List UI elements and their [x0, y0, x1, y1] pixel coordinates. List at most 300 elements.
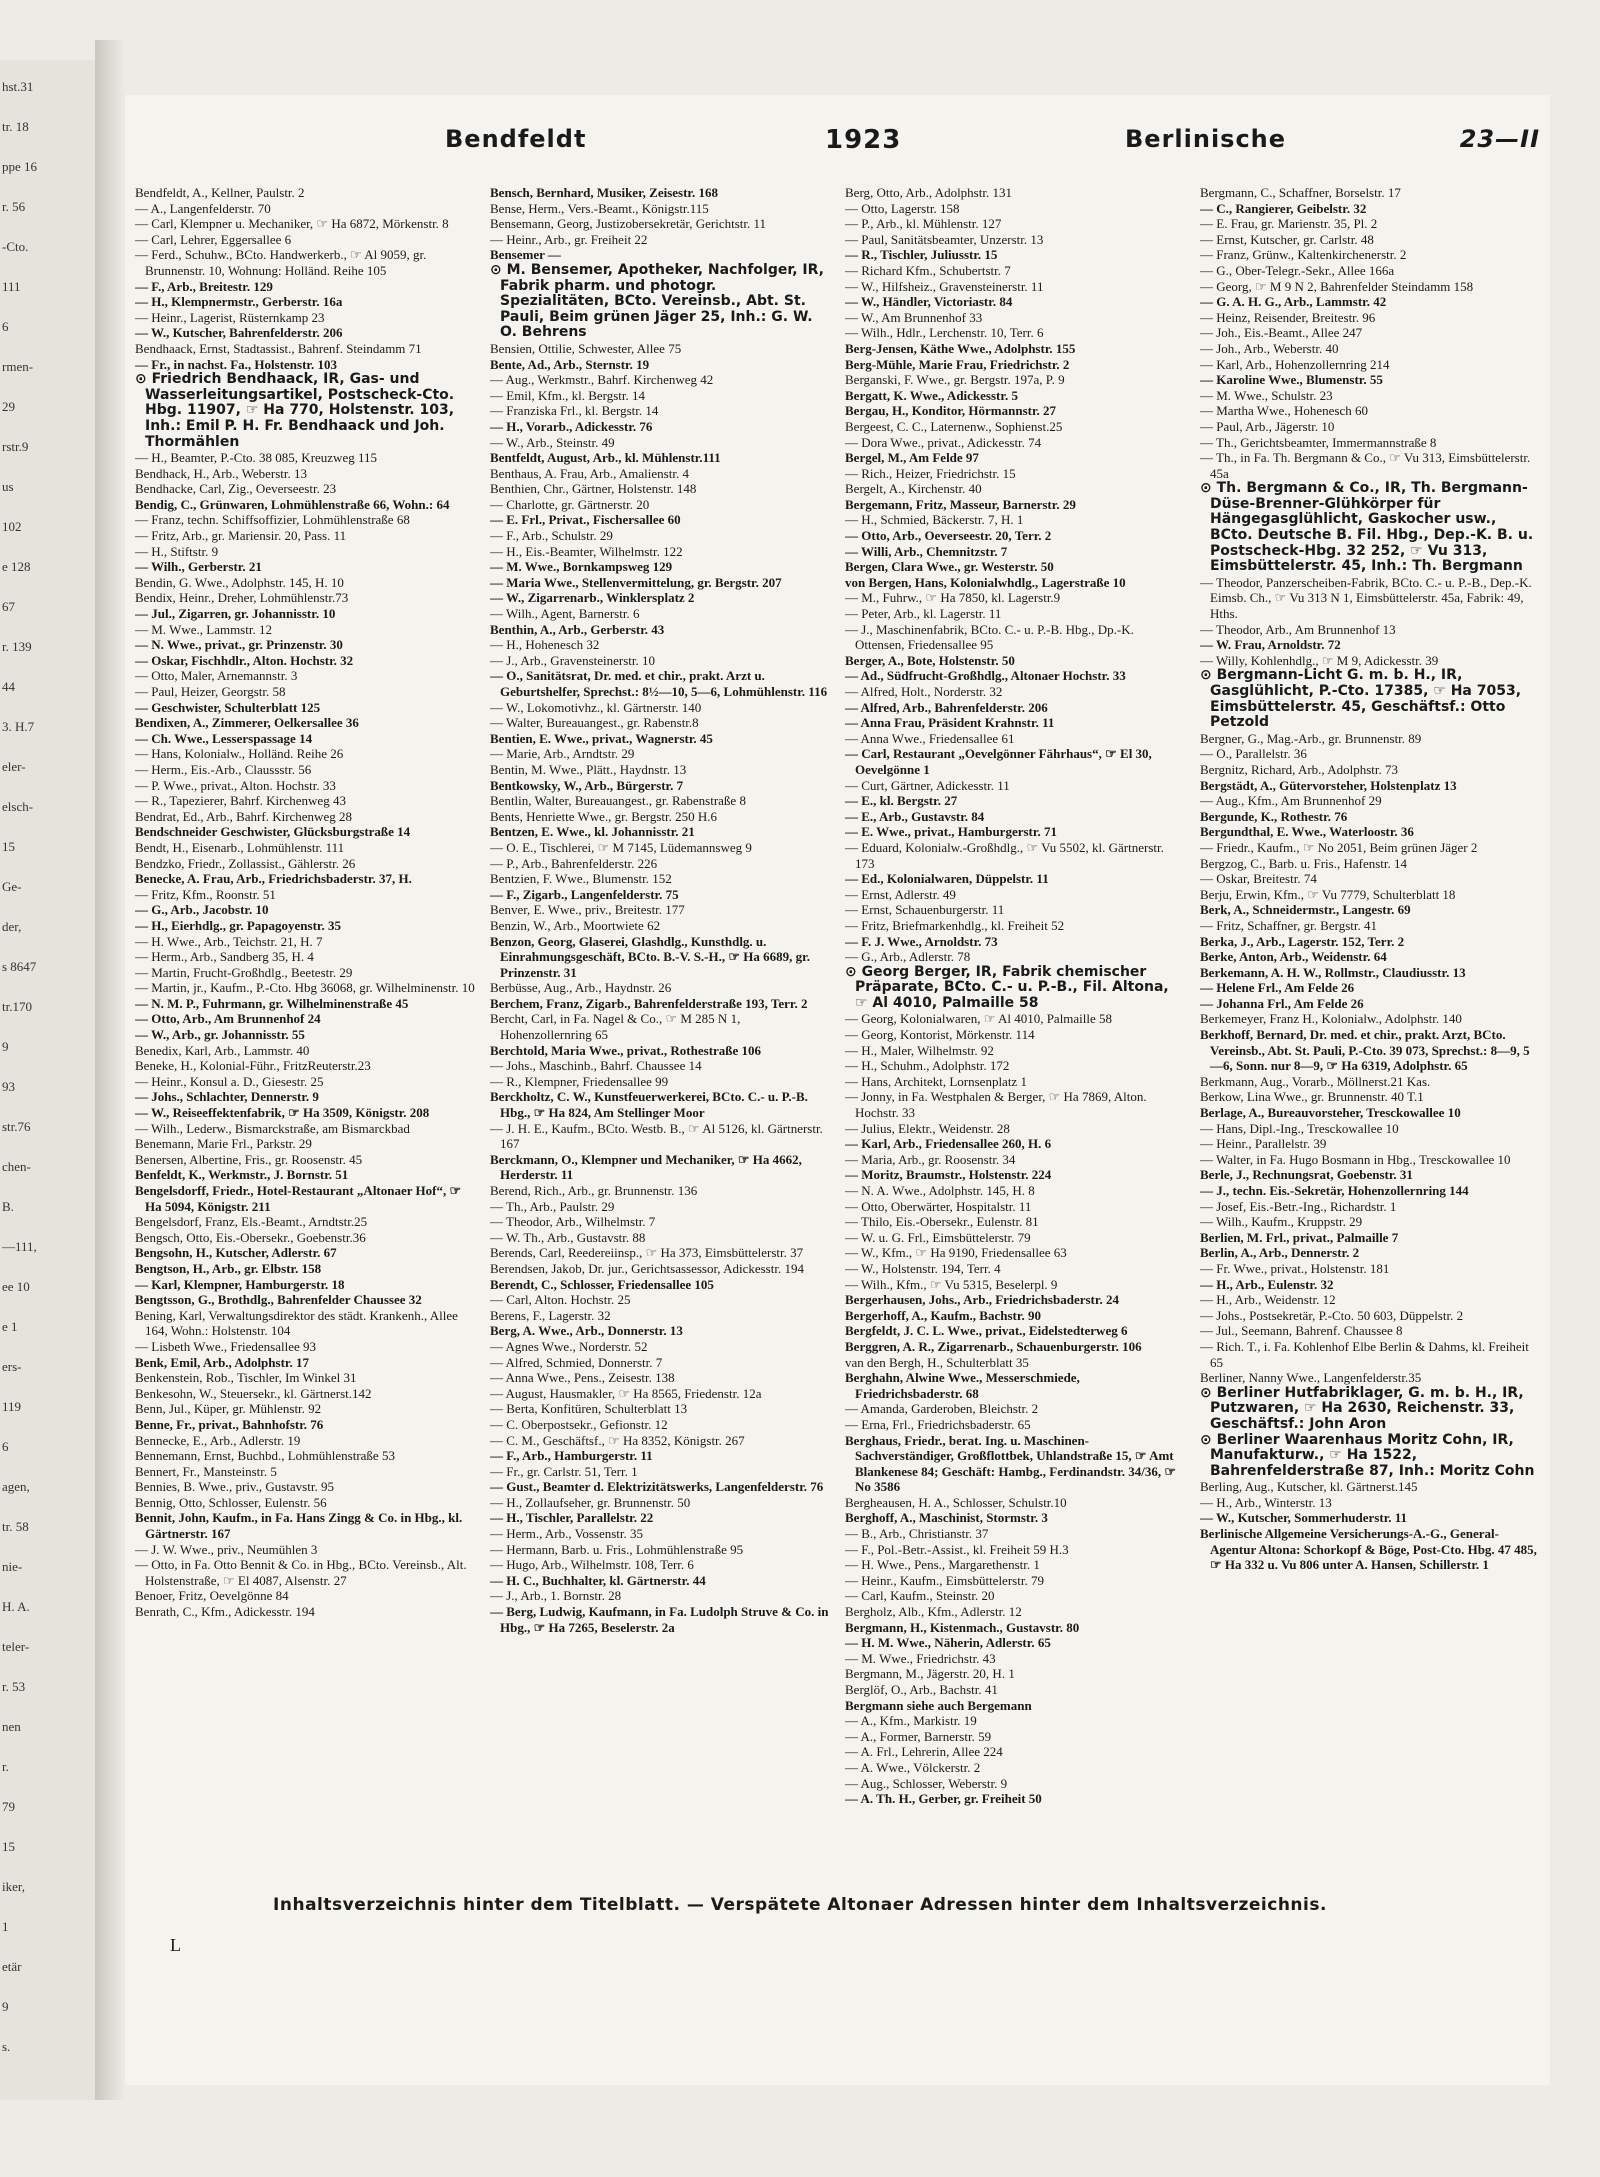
directory-entry: Benver, E. Wwe., priv., Breitestr. 177: [490, 902, 685, 918]
facing-page-fragment: hst.31: [2, 79, 34, 94]
directory-entry: Bergzog, C., Barb. u. Fris., Hafenstr. 14: [1200, 855, 1408, 871]
directory-entry: — E. Wwe., privat., Hamburgerstr. 71: [845, 824, 1057, 840]
directory-entry: — H., Tischler, Parallelstr. 22: [490, 1510, 654, 1526]
directory-entry: — Gust., Beamter d. Elektrizitätswerks, Langenfelderstr. 76: [490, 1479, 824, 1495]
directory-entry: Berka, J., Arb., Lagerstr. 152, Terr. 2: [1200, 933, 1405, 949]
directory-entry: — Ad., Südfrucht-Großhdlg., Altonaer Hochstr. 33: [845, 668, 1126, 684]
directory-entry: — H., Arb., Winterstr. 13: [1200, 1494, 1332, 1510]
directory-entry: Berg-Mühle, Marie Frau, Friedrichstr. 2: [845, 356, 1070, 372]
directory-entry: — Amanda, Garderoben, Bleichstr. 2: [845, 1401, 1039, 1417]
directory-entry: Berend, Rich., Arb., gr. Brunnenstr. 136: [490, 1183, 698, 1198]
directory-entry: — R., Klempner, Friedensallee 99: [490, 1073, 669, 1089]
facing-page-fragment: etär: [2, 1959, 22, 1974]
directory-entry: Beneke, H., Kolonial-Führ., FritzReuterstr.23: [135, 1058, 371, 1074]
directory-entry: Benzin, W., Arb., Moortwiete 62: [490, 917, 661, 933]
directory-entry: — H. M. Wwe., Näherin, Adlerstr. 65: [845, 1635, 1051, 1651]
directory-entry: — Th., in Fa. Th. Bergmann & Co., ☞ Vu 313, Eimsbüttelerstr. 45a: [1200, 450, 1531, 481]
directory-entry: Bendrat, Ed., Arb., Bahrf. Kirchenweg 28: [135, 808, 352, 824]
directory-entry: Berke, Anton, Arb., Weidenstr. 64: [1200, 949, 1387, 965]
directory-entry: — H. Wwe., Pens., Margarethenstr. 1: [845, 1557, 1040, 1573]
directory-entry: ⊙ Georg Berger, IR, Fabrik chemischer Präparate, BCto. C.- u. P.-B., Fil. Altona, ☞ Al 4010, Palmaille 58: [845, 963, 1169, 1011]
directory-entry: — H., Stiftstr. 9: [135, 543, 219, 559]
directory-entry: — Aug., Werkmstr., Bahrf. Kirchenweg 42: [490, 372, 714, 388]
directory-entry: — Carl, Lehrer, Eggersallee 6: [135, 231, 292, 247]
directory-entry: Benthin, A., Arb., Gerberstr. 43: [490, 621, 665, 637]
facing-page-fragment: eler-: [2, 759, 26, 774]
directory-entry: Bendfeldt, A., Kellner, Paulstr. 2: [135, 185, 305, 200]
directory-entry: — N. Wwe., privat., gr. Prinzenstr. 30: [135, 637, 343, 653]
directory-entry: — H. Wwe., Arb., Teichstr. 21, H. 7: [135, 933, 323, 949]
directory-entry: — Fr. Wwe., privat., Holstenstr. 181: [1200, 1260, 1390, 1276]
directory-entry: Berchtold, Maria Wwe., privat., Rothestraße 106: [490, 1042, 762, 1058]
directory-entry: — H., Zollaufseher, gr. Brunnenstr. 50: [490, 1494, 691, 1510]
directory-entry: — A., Former, Barnerstr. 59: [845, 1728, 992, 1744]
directory-entry: Bensemann, Georg, Justizobersekretär, Gerichtstr. 11: [490, 216, 767, 232]
directory-entry: Bengtsson, G., Brothdlg., Bahrenfelder Chaussee 32: [135, 1292, 422, 1308]
directory-entry: — H., Maler, Wilhelmstr. 92: [845, 1042, 994, 1058]
directory-entry: — Jul., Zigarren, gr. Johannisstr. 10: [135, 606, 336, 622]
directory-entry: Bennit, John, Kaufm., in Fa. Hans Zingg & Co. in Hbg., kl. Gärtnerstr. 167: [135, 1510, 463, 1542]
directory-entry: van den Bergh, H., Schulterblatt 35: [845, 1354, 1029, 1370]
directory-entry: — Johs., Postsekretär, P.-Cto. 50 603, Düppelstr. 2: [1200, 1307, 1464, 1323]
directory-entry: — Theodor, Arb., Am Brunnenhof 13: [1200, 621, 1396, 637]
directory-entry: — H., Hohenesch 32: [490, 637, 600, 653]
directory-entry: — B., Arb., Christianstr. 37: [845, 1526, 989, 1542]
directory-entry: Benne, Fr., privat., Bahnhofstr. 76: [135, 1416, 324, 1432]
facing-page-fragment: tr. 58: [2, 1519, 29, 1534]
header-left-keyword: Bendfeldt: [445, 125, 587, 153]
directory-entry: — Julius, Elektr., Weidenstr. 28: [845, 1120, 1010, 1136]
directory-entry: Berliner, Nanny Wwe., Langenfelderstr.35: [1200, 1370, 1422, 1386]
directory-entry: von Bergen, Hans, Kolonialwhdlg., Lagerstraße 10: [845, 574, 1126, 590]
directory-entry: Berg-Jensen, Käthe Wwe., Adolphstr. 155: [845, 340, 1076, 356]
directory-entry: — Heinr., Lagerist, Rüsternkamp 23: [135, 309, 325, 325]
page-number: 23—II: [1459, 125, 1540, 153]
facing-page-fragment: 9: [2, 1999, 9, 2014]
directory-entry: — H., Arb., Eulenstr. 32: [1200, 1276, 1334, 1292]
directory-entry: Bentfeldt, August, Arb., kl. Mühlenstr.111: [490, 450, 721, 466]
directory-entry: — F., Pol.-Betr.-Assist., kl. Freiheit 59 H.3: [845, 1541, 1069, 1557]
directory-entry: — H., Vorarb., Adickesstr. 76: [490, 418, 653, 434]
facing-page-fragment: 15: [2, 1839, 15, 1854]
directory-entry: — Thilo, Eis.-Obersekr., Eulenstr. 81: [845, 1214, 1039, 1230]
directory-entry: — Ernst, Adlerstr. 49: [845, 886, 956, 902]
directory-entry: — O. E., Tischlerei, ☞ M 7145, Lüdemannsweg 9: [490, 839, 752, 855]
directory-entry: Benoer, Fritz, Oevelgönne 84: [135, 1588, 289, 1604]
facing-page-fragment: elsch-: [2, 799, 34, 814]
corner-mark: L: [170, 1935, 181, 1955]
directory-entry: — Franz, Grünw., Kaltenkirchenerstr. 2: [1200, 247, 1407, 263]
directory-entry: Bengsohn, H., Kutscher, Adlerstr. 67: [135, 1245, 337, 1261]
directory-entry: — W., Kfm., ☞ Ha 9190, Friedensallee 63: [845, 1245, 1067, 1261]
directory-entry: Bentien, E. Wwe., privat., Wagnerstr. 45: [490, 730, 713, 746]
directory-entry: — Paul, Arb., Jägerstr. 10: [1200, 418, 1335, 434]
directory-entry: Berbüsse, Aug., Arb., Haydnstr. 26: [490, 980, 672, 996]
directory-entry: — Willy, Kohlenhdlg., ☞ M 9, Adickesstr. 39: [1200, 652, 1439, 668]
directory-entry: — Rich. T., i. Fa. Kohlenhof Elbe Berlin & Dahms, kl. Freiheit 65: [1200, 1338, 1529, 1370]
directory-entry: — W., Arb., gr. Johannisstr. 55: [135, 1027, 305, 1043]
directory-entry: Bensien, Ottilie, Schwester, Allee 75: [490, 340, 682, 356]
facing-page-fragment: chen-: [2, 1159, 31, 1174]
directory-entry: — Joh., Arb., Weberstr. 40: [1200, 340, 1339, 356]
facing-page-fragment: 15: [2, 839, 15, 854]
directory-entry: — Ed., Kolonialwaren, Düppelstr. 11: [845, 871, 1049, 887]
directory-entry: Bendhack, H., Arb., Weberstr. 13: [135, 465, 308, 481]
directory-entry: — W. Frau, Arnoldstr. 72: [1200, 637, 1341, 653]
facing-page-fragment: agen,: [2, 1479, 30, 1494]
facing-page-strip: [0, 60, 97, 2100]
directory-entry: — Moritz, Braumstr., Holstenstr. 224: [845, 1167, 1052, 1183]
directory-entry: — H., Beamter, P.-Cto. 38 085, Kreuzweg 115: [135, 450, 377, 466]
directory-entry: — Marie, Arb., Arndtstr. 29: [490, 746, 635, 762]
facing-page-fragment: teler-: [2, 1639, 30, 1654]
directory-entry: — Hermann, Barb. u. Fris., Lohmühlenstraße 95: [490, 1541, 744, 1557]
directory-entry: — Karl, Arb., Hohenzollernring 214: [1200, 356, 1390, 372]
directory-entry: — G., Ober-Telegr.-Sekr., Allee 166a: [1200, 262, 1395, 278]
directory-entry: — Alfred, Holt., Norderstr. 32: [845, 684, 1003, 699]
directory-entry: — R., Tapezierer, Bahrf. Kirchenweg 43: [135, 793, 346, 809]
directory-entry: — M. Wwe., Lammstr. 12: [135, 621, 272, 637]
directory-entry: — W., Zigarrenarb., Winklersplatz 2: [490, 590, 695, 606]
directory-entry: — Lisbeth Wwe., Friedensallee 93: [135, 1338, 316, 1354]
directory-entry: — Paul, Sanitätsbeamter, Unzerstr. 13: [845, 231, 1044, 247]
directory-entry: Bensemer —: [490, 247, 561, 263]
directory-entry: Bergmann siehe auch Bergemann: [845, 1697, 1032, 1713]
directory-entry: — Hans, Dipl.-Ing., Tresckowallee 10: [1200, 1120, 1399, 1136]
facing-page-fragment: H. A.: [2, 1599, 30, 1614]
directory-entry: — E., kl. Bergstr. 27: [845, 793, 958, 809]
directory-entry: Benthien, Chr., Gärtner, Holstenstr. 148: [490, 481, 697, 497]
directory-entry: — J., Arb., Gravensteinerstr. 10: [490, 652, 656, 668]
directory-entry: Bergau, H., Konditor, Hörmannstr. 27: [845, 403, 1057, 419]
directory-entry: Bergner, G., Mag.-Arb., gr. Brunnenstr. 89: [1200, 730, 1422, 746]
facing-page-fragment: nie-: [2, 1559, 23, 1574]
directory-entry: — Berg, Ludwig, Kaufmann, in Fa. Ludolph Struve & Co. in Hbg., ☞ Ha 7265, Beselerstr. 2a: [490, 1604, 829, 1635]
directory-entry: — Alfred, Arb., Bahrenfelderstr. 206: [845, 699, 1048, 715]
directory-entry: — W., Reiseeffektenfabrik, ☞ Ha 3509, Königstr. 208: [135, 1105, 430, 1121]
facing-page-fragment: tr.170: [2, 999, 32, 1014]
directory-entry: — Theodor, Arb., Wilhelmstr. 7: [490, 1214, 656, 1230]
directory-entry: Bergen, Clara Wwe., gr. Westerstr. 50: [845, 559, 1054, 575]
directory-entry: — C. M., Geschäftsf., ☞ Ha 8352, Königstr. 267: [490, 1432, 745, 1448]
directory-entry: — A. Wwe., Völckerstr. 2: [845, 1759, 981, 1775]
directory-entry: — Aug., Schlosser, Weberstr. 9: [845, 1775, 1008, 1791]
directory-entry: Berends, Carl, Reedereiinsp., ☞ Ha 373, Eimsbüttelerstr. 37: [490, 1245, 804, 1261]
directory-entry: Berghaus, Friedr., berat. Ing. u. Maschinen-Sachverständiger, Großflottbek, Uhlandstraße 15, ☞ Amt Blankenese 84; Geschäft: Hambg., Ferdinandstr. 34/36, ☞ No 3586: [845, 1432, 1177, 1495]
directory-entry: Benedix, Karl, Arb., Lammstr. 40: [135, 1042, 310, 1058]
directory-entry: — H., Schmied, Bäckerstr. 7, H. 1: [845, 512, 1024, 528]
directory-entry: — Wilh., Hdlr., Lerchenstr. 10, Terr. 6: [845, 325, 1044, 341]
directory-entry: Bense, Herm., Vers.-Beamt., Königstr.115: [490, 200, 709, 216]
directory-entry: — Wilh., Gerberstr. 21: [135, 559, 262, 575]
directory-entry: — Ch. Wwe., Lesserspassage 14: [135, 730, 313, 746]
directory-entry: Bendig, C., Grünwaren, Lohmühlenstraße 66, Wohn.: 64: [135, 496, 450, 512]
facing-page-fragment: ppe 16: [2, 159, 38, 174]
directory-entry: — Heinr., Konsul a. D., Giesestr. 25: [135, 1073, 324, 1089]
facing-page-fragment: -Cto.: [2, 239, 29, 254]
directory-entry: — Charlotte, gr. Gärtnerstr. 20: [490, 496, 650, 512]
directory-entry: — W., Kutscher, Bahrenfelderstr. 206: [135, 325, 343, 341]
facing-page-fragment: 102: [2, 519, 22, 534]
directory-entry: — P., Arb., kl. Mühlenstr. 127: [845, 216, 1002, 232]
directory-entry: — W., Kutscher, Sommerhuderstr. 11: [1200, 1510, 1408, 1526]
directory-entry: Benk, Emil, Arb., Adolphstr. 17: [135, 1354, 309, 1370]
directory-entry: Bendhacke, Carl, Zig., Oeverseestr. 23: [135, 481, 337, 497]
directory-entry: ⊙ Berliner Waarenhaus Moritz Cohn, IR, Manufakturw., ☞ Ha 1522, Bahrenfelderstraße 87, Inh.: Moritz Cohn: [1200, 1431, 1535, 1479]
directory-entry: Berkemann, A. H. W., Rollmstr., Claudiusstr. 13: [1200, 964, 1466, 980]
directory-entry: Berg, A. Wwe., Arb., Donnerstr. 13: [490, 1323, 683, 1339]
page-footer-note: Inhaltsverzeichnis hinter dem Titelblatt. — Verspätete Altonaer Adressen hinter dem Inhaltsverzeichnis.: [273, 1895, 1327, 1915]
directory-entry: Bendin, G. Wwe., Adolphstr. 145, H. 10: [135, 574, 344, 590]
directory-entry: — Aug., Kfm., Am Brunnenhof 29: [1200, 793, 1382, 809]
directory-entry: — Heinz, Reisender, Breitestr. 96: [1200, 309, 1376, 325]
directory-entry: — Rich., Heizer, Friedrichstr. 15: [845, 465, 1016, 481]
directory-entry: — Anna Wwe., Friedensallee 61: [845, 730, 1015, 746]
facing-page-fragment: r.: [2, 1759, 9, 1774]
directory-entry: — Wilh., Agent, Barnerstr. 6: [490, 606, 640, 622]
directory-entry: — Emil, Kfm., kl. Bergstr. 14: [490, 387, 646, 403]
facing-page-fragment: der,: [2, 919, 22, 934]
directory-entry: — August, Hausmakler, ☞ Ha 8565, Friedenstr. 12a: [490, 1385, 762, 1401]
directory-entry: ⊙ Bergmann-Licht G. m. b. H., IR, Gasglühlicht, P.-Cto. 17385, ☞ Ha 7053, Eimsbüttelerstr. 45, Geschäftsf.: Otto Petzold: [1200, 667, 1522, 731]
directory-entry: — Paul, Heizer, Georgstr. 58: [135, 684, 286, 699]
directory-entry: — H., Schuhm., Adolphstr. 172: [845, 1058, 1010, 1074]
directory-entry: — Maria Wwe., Stellenvermittelung, gr. Bergstr. 207: [490, 574, 782, 590]
directory-entry: — Herm., Arb., Sandberg 35, H. 4: [135, 949, 314, 965]
directory-entry: — Otto, Lagerstr. 158: [845, 200, 960, 216]
directory-entry: — P., Arb., Bahrenfelderstr. 226: [490, 855, 658, 871]
directory-entry: Bents, Henriette Wwe., gr. Bergstr. 250 H.6: [490, 808, 717, 824]
facing-page-fragment: 29: [2, 399, 15, 414]
directory-entry: Berggren, A. R., Zigarrenarb., Schauenburgerstr. 106: [845, 1338, 1142, 1354]
directory-entry: Bente, Ad., Arb., Sternstr. 19: [490, 356, 650, 372]
directory-entry: — A. Th. H., Gerber, gr. Freiheit 50: [845, 1791, 1042, 1807]
directory-entry: — Berta, Konfitüren, Schulterblatt 13: [490, 1401, 688, 1417]
directory-entry: — Otto, Oberwärter, Hospitalstr. 11: [845, 1198, 1032, 1214]
directory-entry: Berckholtz, C. W., Kunstfeuerwerkerei, BCto. C.- u. P.-B. Hbg., ☞ Ha 824, Am Stellinger Moor: [490, 1089, 808, 1121]
directory-entry: — Wilh., Kfm., ☞ Vu 5315, Beselerpl. 9: [845, 1276, 1058, 1292]
directory-entry: — Ferd., Schuhw., BCto. Handwerkerb., ☞ Al 9059, gr. Brunnenstr. 10, Wohnung: Holländ. Reihe 105: [135, 247, 427, 278]
directory-entry: — Anna Frau, Präsident Krahnstr. 11: [845, 715, 1055, 731]
directory-entry: Benrath, C., Kfm., Adickesstr. 194: [135, 1604, 315, 1620]
directory-entry: — Johs., Maschinb., Bahrf. Chaussee 14: [490, 1058, 702, 1074]
directory-entry: — P. Wwe., privat., Alton. Hochstr. 33: [135, 777, 336, 793]
directory-entry: ⊙ Berliner Hutfabriklager, G. m. b. H., IR, Putzwaren, ☞ Ha 2630, Reichenstr. 33, Geschäftsf.: John Aron: [1200, 1384, 1524, 1432]
directory-entry: Bergerhausen, Johs., Arb., Friedrichsbaderstr. 24: [845, 1292, 1119, 1308]
facing-page-fragment: 79: [2, 1799, 15, 1814]
facing-page-fragment: Ge-: [2, 879, 22, 894]
directory-entry: — C., Rangierer, Geibelstr. 32: [1200, 200, 1367, 216]
directory-entry: Bengsch, Otto, Eis.-Obersekr., Goebenstr.36: [135, 1229, 366, 1245]
directory-entry: Bergstädt, A., Gütervorsteher, Holstenplatz 13: [1200, 777, 1457, 793]
directory-entry: Bentlin, Walter, Bureauangest., gr. Rabenstraße 8: [490, 793, 746, 809]
facing-page-fragment: str.76: [2, 1119, 31, 1134]
facing-page-fragment: us: [2, 479, 14, 494]
facing-page-fragment: s.: [2, 2039, 11, 2054]
column-2: [490, 185, 830, 1975]
directory-entry: — H. C., Buchhalter, kl. Gärtnerstr. 44: [490, 1572, 706, 1588]
directory-entry: Berg, Otto, Arb., Adolphstr. 131: [845, 185, 1012, 200]
directory-entry: Bergheausen, H. A., Schlosser, Schulstr.10: [845, 1494, 1067, 1510]
directory-entry: Berkemeyer, Franz H., Kolonialw., Adolphstr. 140: [1200, 1011, 1462, 1027]
directory-entry: Benn, Jul., Küper, gr. Mühlenstr. 92: [135, 1401, 322, 1417]
directory-entry: — Fr., gr. Carlstr. 51, Terr. 1: [490, 1463, 638, 1479]
directory-entry: — J. W. Wwe., priv., Neumühlen 3: [135, 1541, 318, 1557]
directory-entry: Berkmann, Aug., Vorarb., Möllnerst.21 Kas.: [1200, 1073, 1431, 1089]
directory-entry: ⊙ Friedrich Bendhaack, IR, Gas- und Wasserleitungsartikel, Postscheck-Cto. Hbg. 11907, ☞ Ha 770, Holstenstr. 103, Inh.: Emil P. H. Fr. Bendhaack und Joh. Thormählen: [135, 371, 455, 450]
directory-entry: Bennig, Otto, Schlosser, Eulenstr. 56: [135, 1494, 327, 1510]
directory-entry: Bentkowsky, W., Arb., Bürgerstr. 7: [490, 777, 684, 793]
directory-entry: Bennecke, E., Arb., Adlerstr. 19: [135, 1432, 301, 1448]
directory-entry: Bendt, H., Eisenarb., Lohmühlenstr. 111: [135, 839, 345, 855]
directory-entry: — Otto, Arb., Oeverseestr. 20, Terr. 2: [845, 528, 1052, 544]
directory-entry: Berkow, Lina Wwe., gr. Brunnenstr. 40 T.1: [1200, 1089, 1424, 1105]
directory-entry: Benkesohn, W., Steuersekr., kl. Gärtnerst.142: [135, 1385, 372, 1401]
directory-entry: — W., Holstenstr. 194, Terr. 4: [845, 1260, 1001, 1276]
facing-page-fragment: ers-: [2, 1359, 22, 1374]
directory-entry: — J., techn. Eis.-Sekretär, Hohenzollernring 144: [1200, 1183, 1469, 1198]
directory-entry: Berlin, A., Arb., Dennerstr. 2: [1200, 1245, 1360, 1261]
directory-entry: — W., Arb., Steinstr. 49: [490, 434, 615, 450]
directory-entry: Berganski, F. Wwe., gr. Bergstr. 197a, P. 9: [845, 372, 1065, 388]
facing-page-fragment: 67: [2, 599, 15, 614]
directory-entry: — Alfred, Schmied, Donnerstr. 7: [490, 1354, 663, 1370]
directory-entry: — Franz, techn. Schiffsoffizier, Lohmühlenstraße 68: [135, 512, 410, 528]
directory-entry: — Josef, Eis.-Betr.-Ing., Richardstr. 1: [1200, 1198, 1397, 1214]
directory-entry: Bentzen, E. Wwe., kl. Johannisstr. 21: [490, 824, 695, 840]
directory-entry: — Martha Wwe., Hohenesch 60: [1200, 403, 1368, 419]
column-3: [845, 185, 1185, 1975]
directory-entry: Bergmann, C., Schaffner, Borselstr. 17: [1200, 185, 1401, 200]
directory-entry: Berghahn, Alwine Wwe., Messerschmiede, Friedrichsbaderstr. 68: [845, 1370, 1080, 1401]
directory-entry: — Carl, Klempner u. Mechaniker, ☞ Ha 6872, Mörkenstr. 8: [135, 216, 449, 232]
directory-entry: — F., Arb., Hamburgerstr. 11: [490, 1448, 653, 1464]
directory-entry: Benthaus, A. Frau, Arb., Amalienstr. 4: [490, 465, 689, 481]
directory-entry: — W., Hilfsheiz., Gravensteinerstr. 11: [845, 278, 1044, 294]
directory-entry: — M., Fuhrw., ☞ Ha 7850, kl. Lagerstr.9: [845, 590, 1061, 606]
directory-entry: Bendhaack, Ernst, Stadtassist., Bahrenf. Steindamm 71: [135, 340, 422, 356]
directory-entry: Berchem, Franz, Zigarb., Bahrenfelderstraße 193, Terr. 2: [490, 995, 808, 1011]
directory-entry: — Dora Wwe., privat., Adickesstr. 74: [845, 434, 1042, 450]
directory-entry: Benecke, A. Frau, Arb., Friedrichsbaderstr. 37, H.: [135, 871, 412, 887]
directory-entry: Bensch, Bernhard, Musiker, Zeisestr. 168: [490, 185, 718, 200]
directory-entry: Benzon, Georg, Glaserei, Glashdlg., Kunsthdlg. u. Einrahmungsgeschäft, BCto. B.-V. S.-H., ☞ Ha 6689, gr. Prinzenstr. 31: [490, 933, 810, 980]
facing-page-fragment: 6: [2, 319, 9, 334]
directory-entry: — A., Kfm., Markistr. 19: [845, 1713, 977, 1729]
directory-entry: — G. A. H. G., Arb., Lammstr. 42: [1200, 294, 1387, 310]
directory-entry: — M. Wwe., Friedrichstr. 43: [845, 1650, 996, 1666]
directory-entry: Benkenstein, Rob., Tischler, Im Winkel 31: [135, 1370, 357, 1386]
directory-entry: Berens, F., Lagerstr. 32: [490, 1307, 611, 1323]
facing-page-fragment: 1: [2, 1919, 9, 1934]
directory-entry: — H., Eierhdlg., gr. Papagoyenstr. 35: [135, 917, 341, 933]
directory-entry: Berkhoff, Bernard, Dr. med. et chir., prakt. Arzt, BCto. Vereinsb., Abt. St. Pauli, P.-Cto. 39 073, Sprechst.: 8—9, 5—6, Sonn. nur 8—9, ☞ Ha 6319, Adolphstr. 65: [1200, 1027, 1530, 1074]
directory-entry: — Walter, in Fa. Hugo Bosmann in Hbg., Tresckowallee 10: [1200, 1151, 1511, 1167]
directory-entry: — A. Frl., Lehrerin, Allee 224: [845, 1744, 1003, 1760]
directory-entry: — Johs., Schlachter, Dennerstr. 9: [135, 1089, 319, 1105]
directory-entry: — Martin, jr., Kaufm., P.-Cto. Hbg 36068, gr. Wilhelminenstr. 10: [135, 980, 475, 996]
directory-entry: — Carl, Alton. Hochstr. 25: [490, 1292, 631, 1308]
directory-entry: — Th., Gerichtsbeamter, Immermannstraße 8: [1200, 434, 1437, 450]
directory-entry: — Jul., Seemann, Bahrenf. Chaussee 8: [1200, 1323, 1403, 1339]
directory-entry: — Fritz, Briefmarkenhdlg., kl. Freiheit 52: [845, 917, 1065, 933]
directory-entry: — G., Arb., Jacobstr. 10: [135, 902, 269, 918]
directory-entry: Berlinische Allgemeine Versicherungs-A.-G., General-Agentur Altona: Schorkopf & Böge, Post-Cto. Hbg. 47 485, ☞ Ha 332 u. Vu 806 unter A. Hansen, Schillerstr. 1: [1200, 1526, 1537, 1573]
column-4: [1200, 185, 1540, 1975]
directory-entry: — F., Zigarb., Langenfelderstr. 75: [490, 886, 679, 902]
directory-entry: — Hugo, Arb., Wilhelmstr. 108, Terr. 6: [490, 1557, 694, 1573]
facing-page-fragment: iker,: [2, 1879, 25, 1894]
directory-entry: Bennies, B. Wwe., priv., Gustavstr. 95: [135, 1479, 334, 1495]
directory-entry: Bergundthal, E. Wwe., Waterloostr. 36: [1200, 824, 1414, 840]
facing-page-fragment: 6: [2, 1439, 9, 1454]
directory-entry: — Fritz, Kfm., Roonstr. 51: [135, 886, 276, 902]
directory-entry: — E. Frl., Privat., Fischersallee 60: [490, 512, 681, 528]
directory-entry: Berendsen, Jakob, Dr. jur., Gerichtsassessor, Adickesstr. 194: [490, 1260, 804, 1276]
directory-entry: — Johanna Frl., Am Felde 26: [1200, 995, 1364, 1011]
facing-page-fragment: r. 139: [2, 639, 32, 654]
directory-entry: Berckmann, O., Klempner und Mechaniker, ☞ Ha 4662, Herderstr. 11: [490, 1151, 802, 1183]
facing-page-fragment: 119: [2, 1399, 22, 1414]
directory-entry: — W., Am Brunnenhof 33: [845, 309, 983, 325]
directory-entry: — W. u. G. Frl., Eimsbüttelerstr. 79: [845, 1229, 1031, 1245]
directory-entry: — Heinr., Parallelstr. 39: [1200, 1136, 1327, 1152]
directory-entry: — G., Arb., Adlerstr. 78: [845, 949, 971, 965]
directory-entry: — J., Maschinenfabrik, BCto. C.- u. P.-B. Hbg., Dp.-K. Ottensen, Friedensallee 95: [845, 621, 1134, 653]
facing-page-fragment: nen: [2, 1719, 21, 1734]
facing-page-fragment: B.: [2, 1199, 14, 1214]
directory-entry: — N. A. Wwe., Adolphstr. 145, H. 8: [845, 1183, 1035, 1198]
facing-page-fragment: 93: [2, 1079, 15, 1094]
facing-page-fragment: rmen-: [2, 359, 34, 374]
directory-entry: — Wilh., Lederw., Bismarckstraße, am Bismarckbad: [135, 1120, 410, 1136]
directory-entry: Bergerhoff, A., Kaufm., Bachstr. 90: [845, 1307, 1041, 1323]
directory-entry: ⊙ Th. Bergmann & Co., IR, Th. Bergmann-Düse-Brenner-Glühkörper für Hängegasglühlicht, Gaskocher usw., BCto. Deutsche B. Fil. Hbg., Dep.-K. B. u. Postscheck-Hbg. 32 252, ☞ Vu 313, Eimsbüttelerstr. 45, Inh.: Th. Bergmann: [1200, 480, 1534, 575]
facing-page-fragment: ee 10: [2, 1279, 30, 1294]
directory-entry: Bendschneider Geschwister, Glücksburgstraße 14: [135, 824, 411, 840]
directory-entry: Bergunde, K., Rothestr. 76: [1200, 808, 1348, 824]
directory-entry: — Geschwister, Schulterblatt 125: [135, 699, 321, 715]
directory-entry: — Hans, Kolonialw., Holländ. Reihe 26: [135, 746, 344, 762]
directory-entry: Berger, A., Bote, Holstenstr. 50: [845, 652, 1015, 668]
directory-entry: — Helene Frl., Am Felde 26: [1200, 980, 1355, 996]
header-year: 1923: [825, 125, 902, 155]
directory-entry: Bendix, Heinr., Dreher, Lohmühlenstr.73: [135, 590, 349, 606]
directory-entry: — M. Wwe., Schulstr. 23: [1200, 387, 1333, 403]
running-head: [125, 125, 1550, 165]
facing-page-fragment: tr. 18: [2, 119, 29, 134]
directory-entry: Berle, J., Rechnungsrat, Goebenstr. 31: [1200, 1167, 1413, 1183]
directory-entry: — J., Arb., 1. Bornstr. 28: [490, 1588, 622, 1604]
directory-entry: — Fritz, Schaffner, gr. Bergstr. 41: [1200, 917, 1378, 933]
directory-entry: Bengelsdorff, Friedr., Hotel-Restaurant „Altonaer Hof“, ☞ Ha 5094, Königstr. 211: [135, 1183, 462, 1214]
directory-entry: — E., Arb., Gustavstr. 84: [845, 808, 985, 824]
directory-entry: — W. Th., Arb., Gustavstr. 88: [490, 1229, 646, 1245]
directory-entry: — Franziska Frl., kl. Bergstr. 14: [490, 403, 659, 419]
directory-entry: Bergmann, M., Jägerstr. 20, H. 1: [845, 1666, 1015, 1682]
facing-page-fragment: r. 56: [2, 199, 26, 214]
directory-entry: Bergemann, Fritz, Masseur, Barnerstr. 29: [845, 496, 1076, 512]
directory-entry: — Fr., in nachst. Fa., Holstenstr. 103: [135, 356, 337, 372]
directory-entry: — O., Sanitätsrat, Dr. med. et chir., prakt. Arzt u. Geburtshelfer, Sprechst.: 8½—10, 5—6, Lohmühlenstr. 116: [490, 668, 828, 699]
directory-entry: Bengtson, H., Arb., gr. Elbstr. 158: [135, 1260, 322, 1276]
directory-entry: — Curt, Gärtner, Adickesstr. 11: [845, 777, 1010, 793]
directory-entry: Bergholz, Alb., Kfm., Adlerstr. 12: [845, 1604, 1022, 1620]
directory-entry: — Maria, Arb., gr. Roosenstr. 34: [845, 1151, 1016, 1167]
directory-entry: — Jonny, in Fa. Westphalen & Berger, ☞ Ha 7869, Alton. Hochstr. 33: [845, 1089, 1147, 1121]
directory-entry: Bengelsdorf, Franz, Els.-Beamt., Arndtstr.25: [135, 1214, 368, 1230]
directory-entry: — Herm., Eis.-Arb., Claussstr. 56: [135, 761, 312, 777]
